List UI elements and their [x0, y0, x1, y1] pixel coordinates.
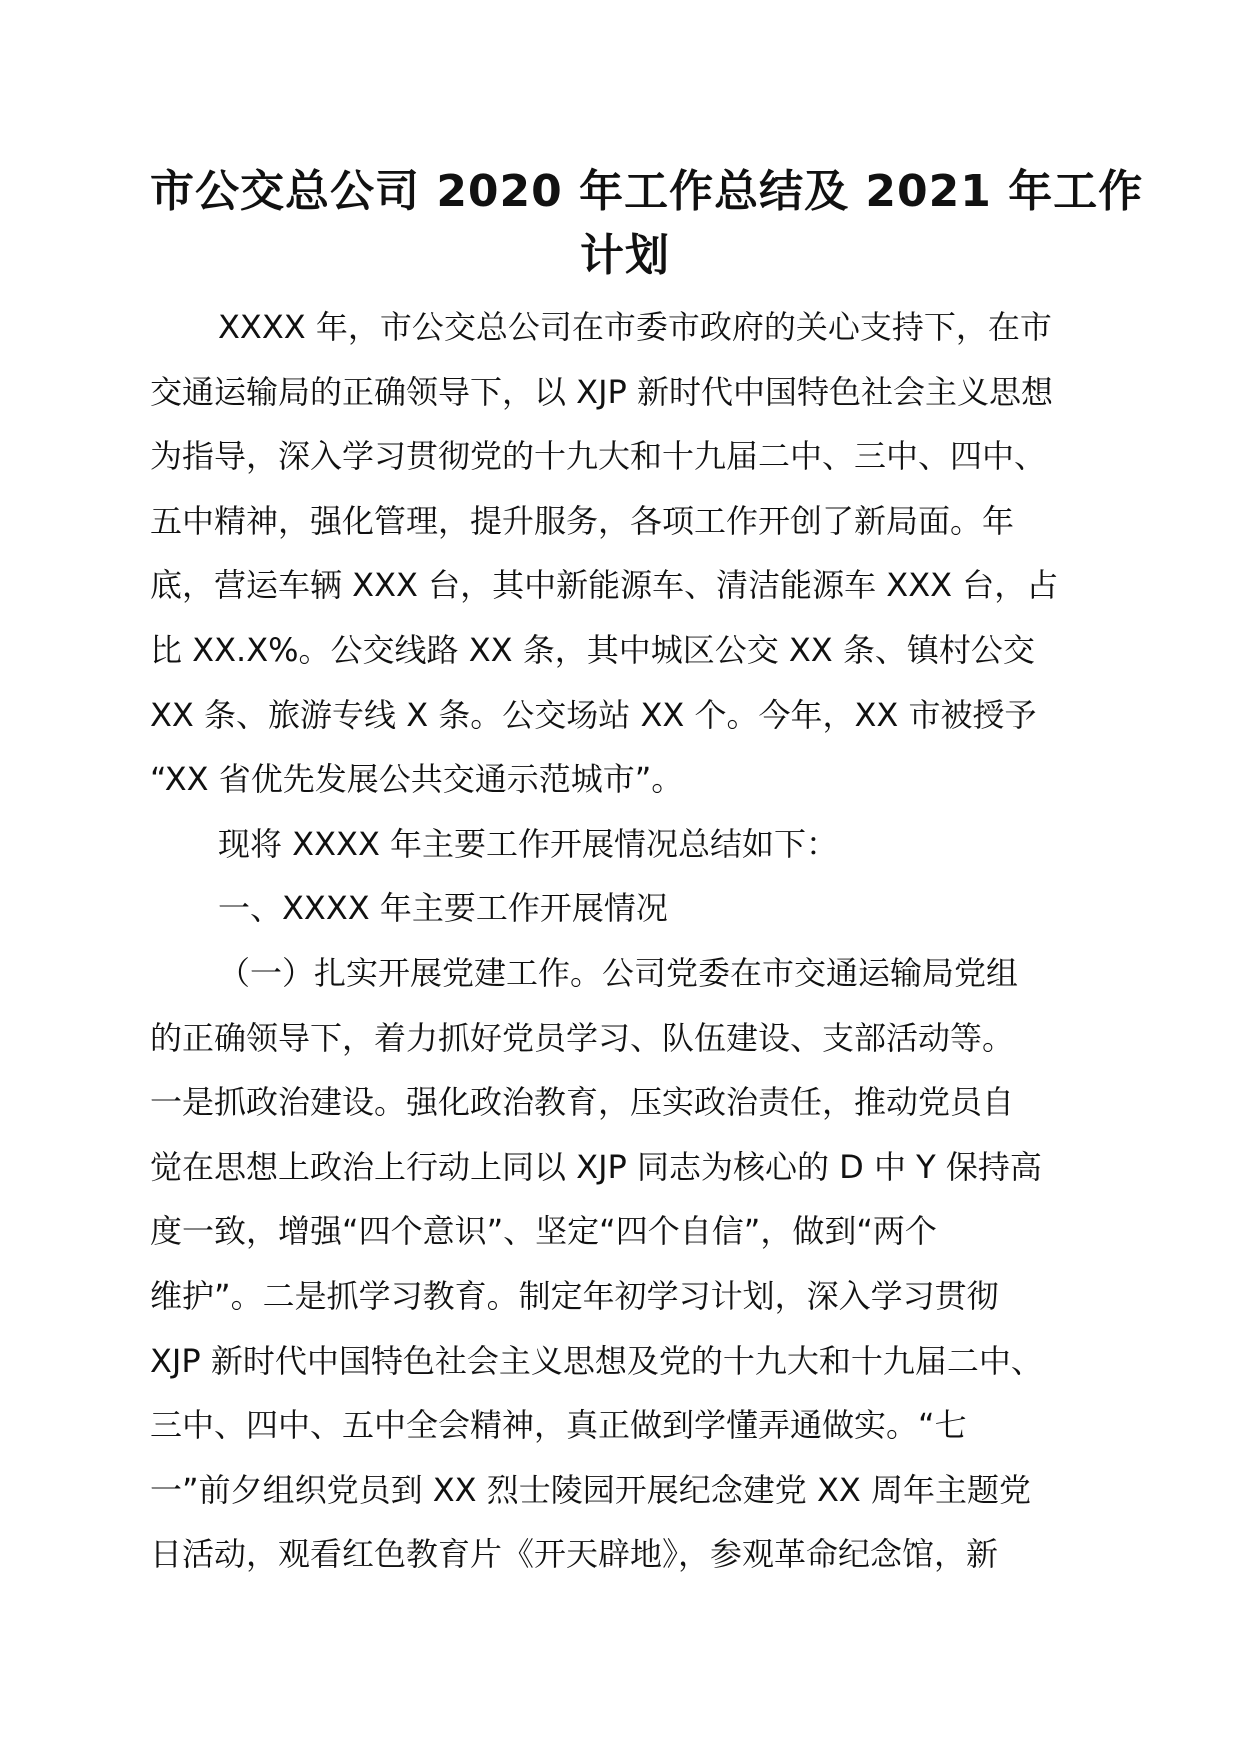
paragraph-line: XJP 新时代中国特色社会主义思想及党的十九大和十九届二中、	[150, 1341, 1043, 1380]
document-body	[150, 295, 1110, 1587]
paragraph-line: 觉在思想上政治上行动上同以 XJP 同志为核心的 D 中 Y 保持高	[150, 1147, 1042, 1186]
paragraph-line: 维护”。二是抓学习教育。制定年初学习计划，深入学习贯彻	[150, 1276, 999, 1315]
paragraph-line: 三中、四中、五中全会精神，真正做到学懂弄通做实。“七	[150, 1406, 967, 1445]
paragraph-line: 一”前夕组织党员到 XX 烈士陵园开展纪念建党 XX 周年主题党	[150, 1470, 1031, 1509]
paragraph-line: 交通运输局的正确领导下，以 XJP 新时代中国特色社会主义思想	[150, 372, 1054, 411]
paragraph-line: 为指导，深入学习贯彻党的十九大和十九届二中、三中、四中、	[150, 437, 1047, 476]
paragraph-line: 的正确领导下，着力抓好党员学习、队伍建设、支部活动等。	[150, 1018, 1015, 1057]
document-title	[150, 160, 1144, 288]
paragraph-line: 底，营运车辆 XXX 台，其中新能源车、清洁能源车 XXX 台，占	[150, 566, 1059, 605]
section-heading: 一、XXXX 年主要工作开展情况	[218, 889, 668, 928]
paragraph-line: 度一致，增强“四个意识”、坚定“四个自信”，做到“两个	[150, 1212, 937, 1251]
title-line: 市公交总公司 2020 年工作总结及 2021 年工作	[150, 166, 1144, 217]
paragraph-line: 比 XX.X%。公交线路 XX 条，其中城区公交 XX 条、镇村公交	[150, 630, 1035, 669]
paragraph-line: 五中精神，强化管理，提升服务，各项工作开创了新局面。年	[150, 501, 1015, 540]
paragraph-line: XX 条、旅游专线 X 条。公交场站 XX 个。今年，XX 市被授予	[150, 695, 1037, 734]
paragraph-line: “XX 省优先发展公共交通示范城市”。	[150, 760, 684, 799]
title-line: 计划	[580, 230, 670, 281]
paragraph-line: 日活动，观看红色教育片《开天辟地》，参观革命纪念馆，新	[150, 1535, 999, 1574]
paragraph-line: 现将 XXXX 年主要工作开展情况总结如下：	[218, 824, 839, 863]
paragraph-line: 一是抓政治建设。强化政治教育，压实政治责任，推动党员自	[150, 1083, 1015, 1122]
paragraph-line: XXXX 年，市公交总公司在市委市政府的关心支持下，在市	[218, 308, 1052, 346]
paragraph-line: （一）扎实开展党建工作。公司党委在市交通运输局党组	[218, 953, 1019, 992]
